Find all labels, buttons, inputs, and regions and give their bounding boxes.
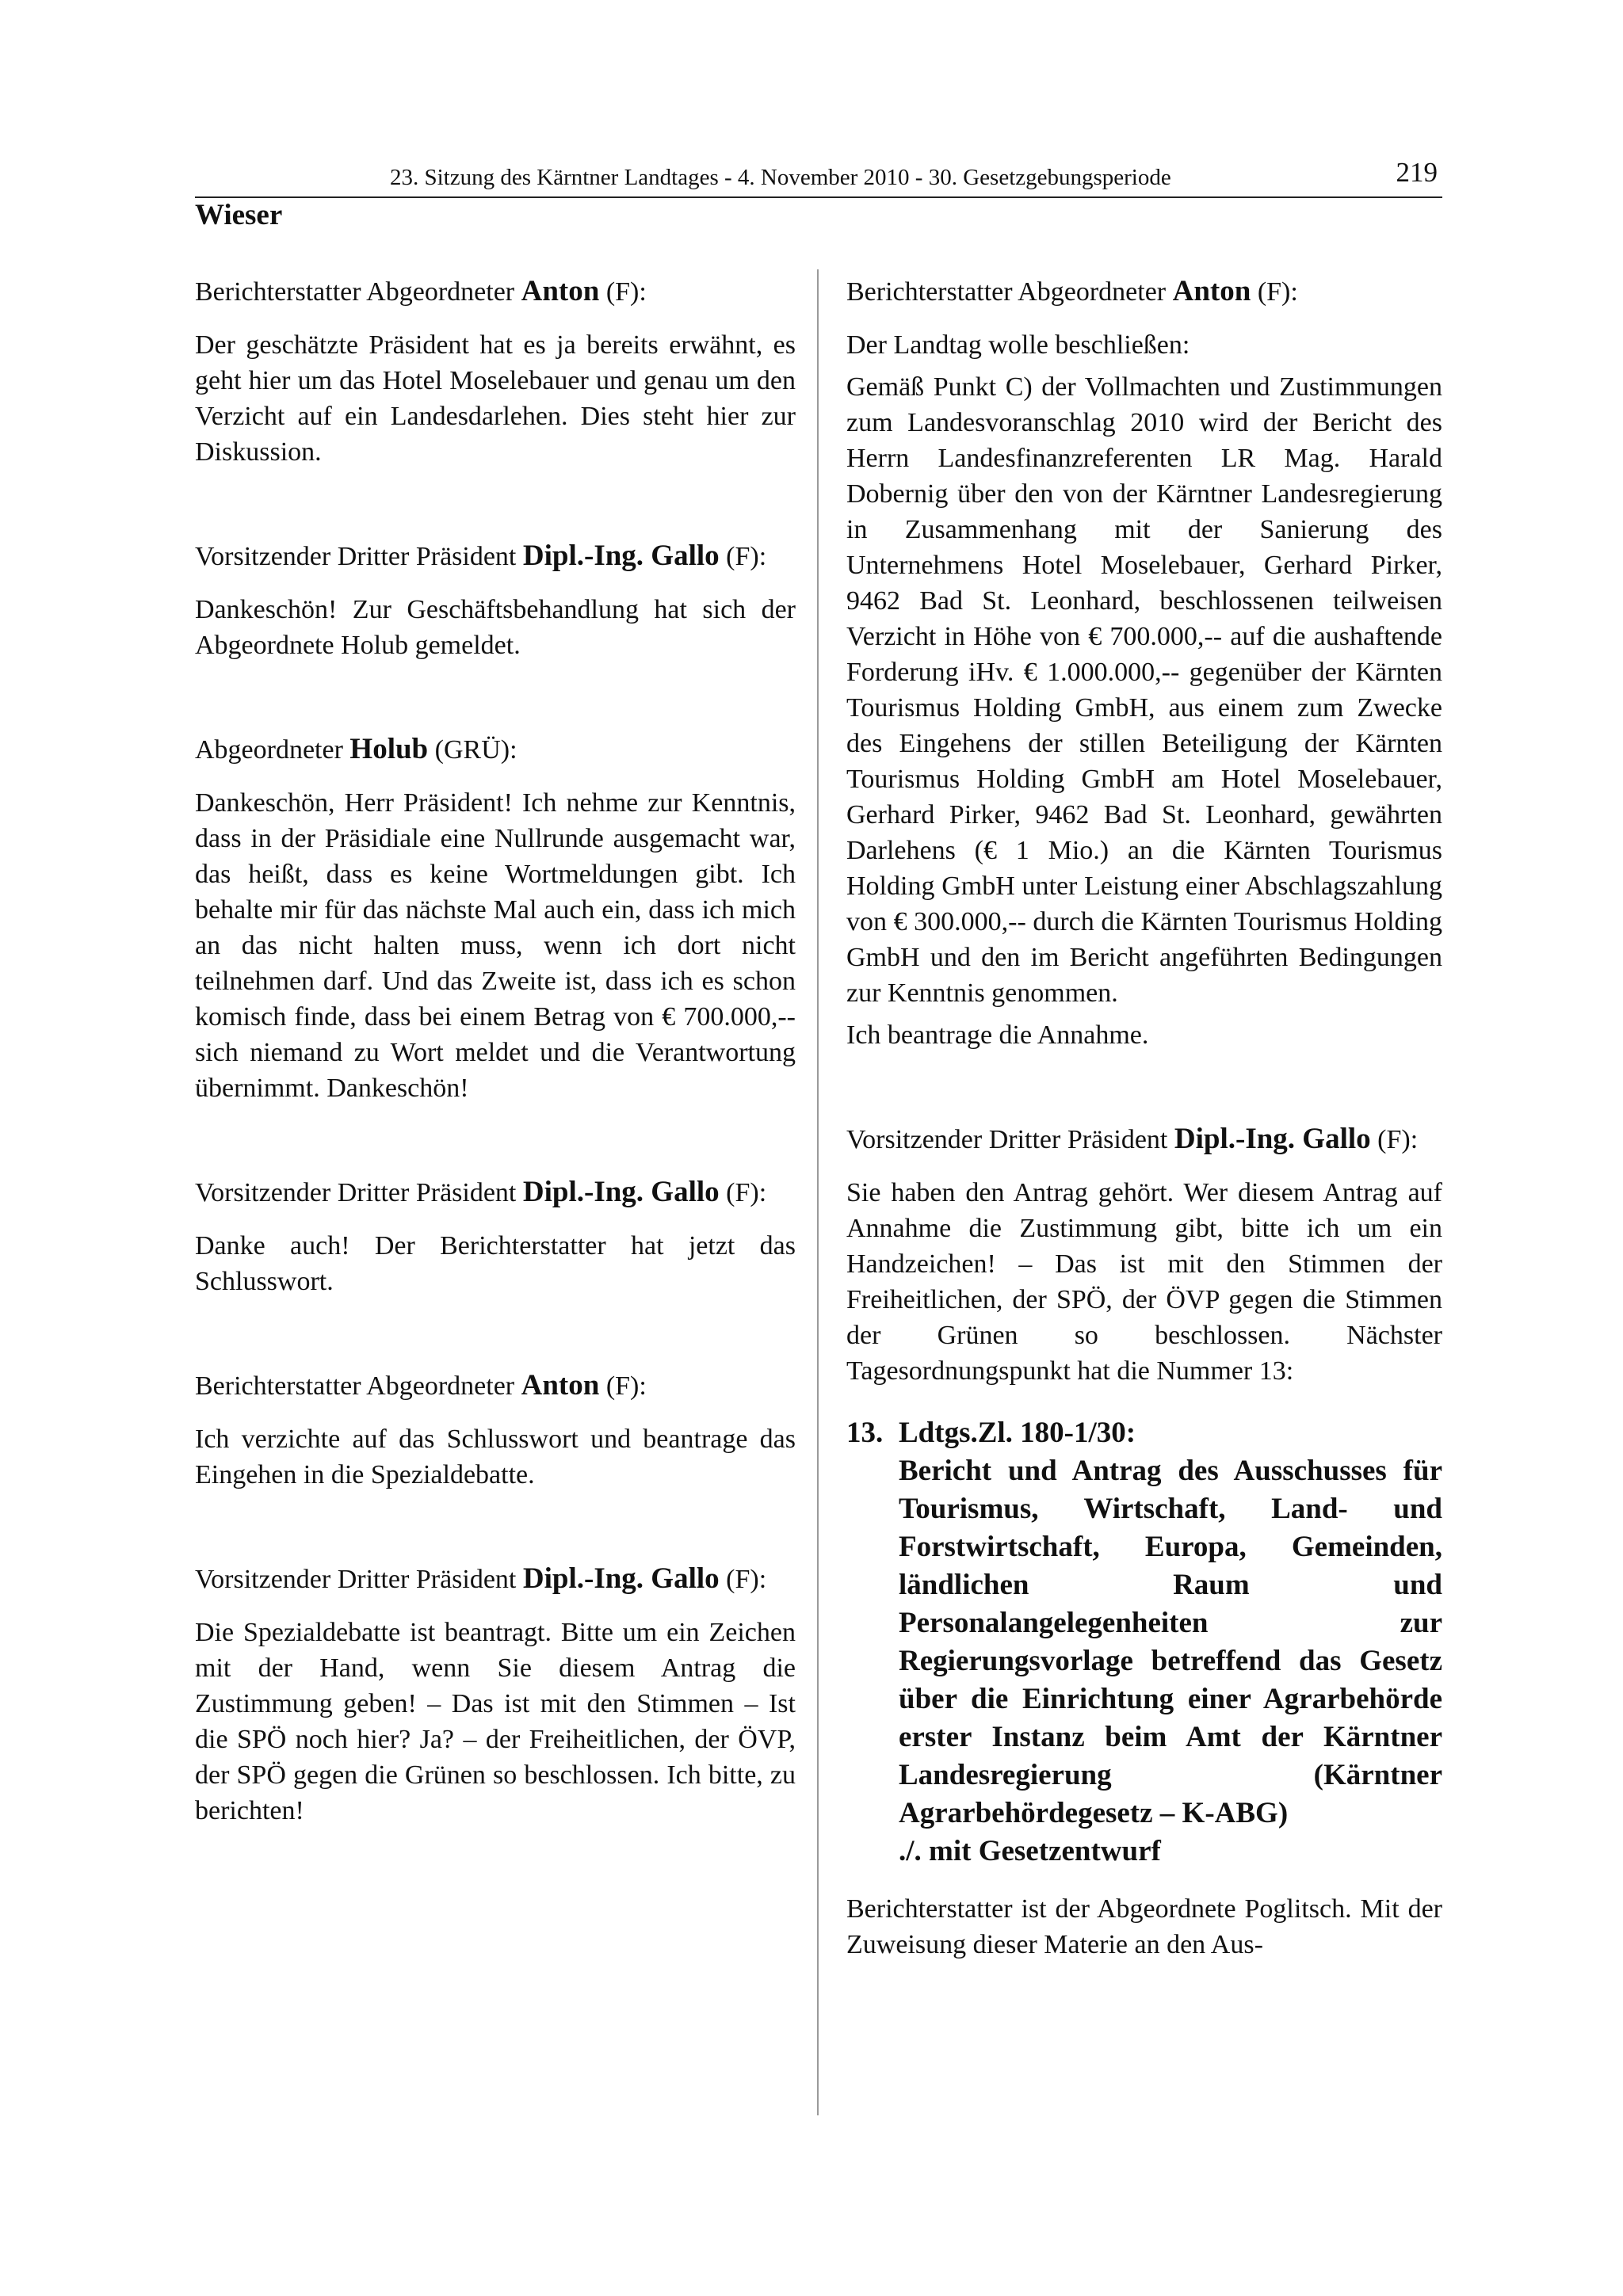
column-divider bbox=[817, 269, 819, 2115]
speaker-role: Vorsitzender Dritter Präsident bbox=[195, 1178, 523, 1207]
speech-block bbox=[195, 538, 796, 663]
agenda-body bbox=[899, 1414, 1442, 1871]
speaker-name: Dipl.-Ing. Gallo bbox=[522, 1562, 720, 1595]
agenda-suffix: ./. mit Gesetzentwurf bbox=[899, 1835, 1161, 1867]
page-header bbox=[195, 157, 1442, 198]
agenda-title: Bericht und Antrag des Ausschusses für Tourismus, Wirtschaft, Land- und Forstwirtschaft, Europa, Gemeinden, ländlichen Raum und Personalangelegenheiten zur Regierungsvorlage betreffend das Gesetz über die Einrichtung einer Agrarbehörde erster Instanz beim Amt der Kärntner Landesregierung (Kärntner Agrarbehördegesetz – K-ABG) bbox=[899, 1455, 1442, 1829]
final-text: Berichterstatter ist der Abgeordnete Poglitsch. Mit der Zuweisung dieser Materie an den Aus- bbox=[846, 1894, 1442, 1959]
speaker-line bbox=[195, 538, 796, 574]
speaker-name: Dipl.-Ing. Gallo bbox=[522, 1176, 720, 1208]
speaker-name: Dipl.-Ing. Gallo bbox=[522, 540, 720, 572]
speaker-line bbox=[846, 273, 1442, 310]
speaker-name: Anton bbox=[1172, 275, 1251, 307]
speech-text: Dankeschön! Zur Geschäftsbehandlung hat sich der Abgeordnete Holub gemeldet. bbox=[195, 595, 796, 660]
speaker-line bbox=[195, 1174, 796, 1211]
speech-block bbox=[195, 273, 796, 470]
motion-intro: Der Landtag wolle beschließen: bbox=[846, 330, 1190, 360]
agenda-item bbox=[846, 1414, 1442, 1871]
speech-block bbox=[195, 1367, 796, 1493]
speaker-party: (F): bbox=[1251, 277, 1298, 307]
speech-text: Dankeschön, Herr Präsident! Ich nehme zur Kenntnis, dass in der Präsidiale eine Nullrunde ausgemacht war, das heißt, dass es keine Wortmeldungen gibt. Ich behalte mir für das nächste Mal auch ein, dass ich mich an das nicht halten muss, wenn ich dort nicht teilnehmen darf. Und das Zweite ist, dass ich es schon komisch finde, dass bei einem Betrag von € 700.000,-- sich niemand zu Wort meldet und die Verantwortung übernimmt. Dankeschön! bbox=[195, 788, 796, 1103]
speech-block bbox=[195, 731, 796, 1106]
header-title: 23. Sitzung des Kärntner Landtages - 4. November 2010 - 30. Gesetzgebungsperiode bbox=[390, 165, 1171, 190]
right-column bbox=[846, 273, 1442, 1969]
speaker-party: (F): bbox=[599, 1371, 647, 1401]
speaker-party: (F): bbox=[719, 1565, 767, 1594]
speaker-name: Anton bbox=[521, 1369, 600, 1402]
speaker-role: Berichterstatter Abgeordneter bbox=[195, 277, 521, 307]
speaker-tag: Wieser bbox=[195, 199, 283, 231]
speaker-party: (F): bbox=[599, 277, 647, 307]
page-number: 219 bbox=[1396, 157, 1438, 188]
speaker-party: (F): bbox=[1370, 1125, 1419, 1154]
speaker-party: (F): bbox=[719, 542, 767, 571]
motion-closing: Ich beantrage die Annahme. bbox=[846, 1020, 1149, 1050]
speaker-name: Holub bbox=[349, 733, 429, 765]
speaker-role: Vorsitzender Dritter Präsident bbox=[195, 1565, 523, 1594]
speaker-role: Vorsitzender Dritter Präsident bbox=[846, 1125, 1174, 1154]
speaker-name: Anton bbox=[521, 275, 600, 307]
speech-block bbox=[195, 1174, 796, 1299]
speech-text: Sie haben den Antrag gehört. Wer diesem Antrag auf Annahme die Zustimmung gibt, bitte ich um ein Handzeichen! – Das ist mit den Stimmen der Freiheitlichen, der SPÖ, der ÖVP gegen die Stimmen der Grünen so beschlossen. Nächster Tagesordnungspunkt hat die Nummer 13: bbox=[846, 1178, 1442, 1386]
speaker-role: Berichterstatter Abgeordneter bbox=[195, 1371, 521, 1401]
agenda-number: 13. bbox=[846, 1417, 884, 1449]
speaker-name: Dipl.-Ing. Gallo bbox=[1174, 1123, 1371, 1155]
speaker-line bbox=[195, 1367, 796, 1404]
speaker-party: (F): bbox=[719, 1178, 767, 1207]
speaker-party: (GRÜ): bbox=[428, 735, 517, 765]
speech-text: Der geschätzte Präsident hat es ja bereits erwähnt, es geht hier um das Hotel Moselebauer und genau um den Verzicht auf ein Landesdarlehen. Dies steht hier zur Diskussion. bbox=[195, 330, 796, 467]
left-column bbox=[195, 273, 796, 1835]
speech-block bbox=[195, 1561, 796, 1829]
speaker-role: Abgeordneter bbox=[195, 735, 350, 765]
motion-text: Gemäß Punkt C) der Vollmachten und Zustimmungen zum Landesvoranschlag 2010 wird der Bericht des Herrn Landesfinanzreferenten LR Mag. Harald Dobernig über den von der Kärntner Landesregierung in Zusammenhang mit der Sanierung des Unternehmens Hotel Moselebauer, Gerhard Pirker, 9462 Bad St. Leonhard, beschlossenen teilweisen Verzicht in Höhe von € 700.000,-- auf die aushaftende Forderung iHv. € 1.000.000,-- gegenüber der Kärnten Tourismus Holding GmbH, aus einem zum Zwecke des Eingehens der stillen Beteiligung der Kärnten Tourismus Holding GmbH am Hotel Moselebauer, Gerhard Pirker, 9462 Bad St. Leonhard, gewährten Darlehens (€ 1 Mio.) an die Kärnten Tourismus Holding GmbH unter Leistung einer Abschlagszahlung von € 300.000,-- durch die Kärnten Tourismus Holding GmbH und den im Bericht angeführten Bedingungen zur Kenntnis genommen. bbox=[846, 372, 1442, 1008]
speaker-role: Berichterstatter Abgeordneter bbox=[846, 277, 1173, 307]
speech-text: Ich verzichte auf das Schlusswort und beantrage das Eingehen in die Spezialdebatte. bbox=[195, 1425, 796, 1489]
speech-text: Die Spezialdebatte ist beantragt. Bitte um ein Zeichen mit der Hand, wenn Sie diesem Antrag die Zustimmung geben! – Das ist mit den Stimmen – Ist die SPÖ noch hier? Ja? – der Freiheitlichen, der ÖVP, der SPÖ gegen die Grünen so beschlossen. Ich bitte, zu berichten! bbox=[195, 1618, 796, 1825]
speaker-line bbox=[195, 1561, 796, 1597]
speech-block bbox=[846, 1121, 1442, 1389]
speaker-line bbox=[195, 731, 796, 768]
speaker-line bbox=[846, 1121, 1442, 1158]
speaker-line bbox=[195, 273, 796, 310]
speech-text: Danke auch! Der Berichterstatter hat jetzt das Schlusswort. bbox=[195, 1231, 796, 1296]
speech-block bbox=[846, 273, 1442, 1053]
agenda-ref: Ldtgs.Zl. 180-1/30: bbox=[899, 1417, 1136, 1449]
speaker-role: Vorsitzender Dritter Präsident bbox=[195, 542, 523, 571]
